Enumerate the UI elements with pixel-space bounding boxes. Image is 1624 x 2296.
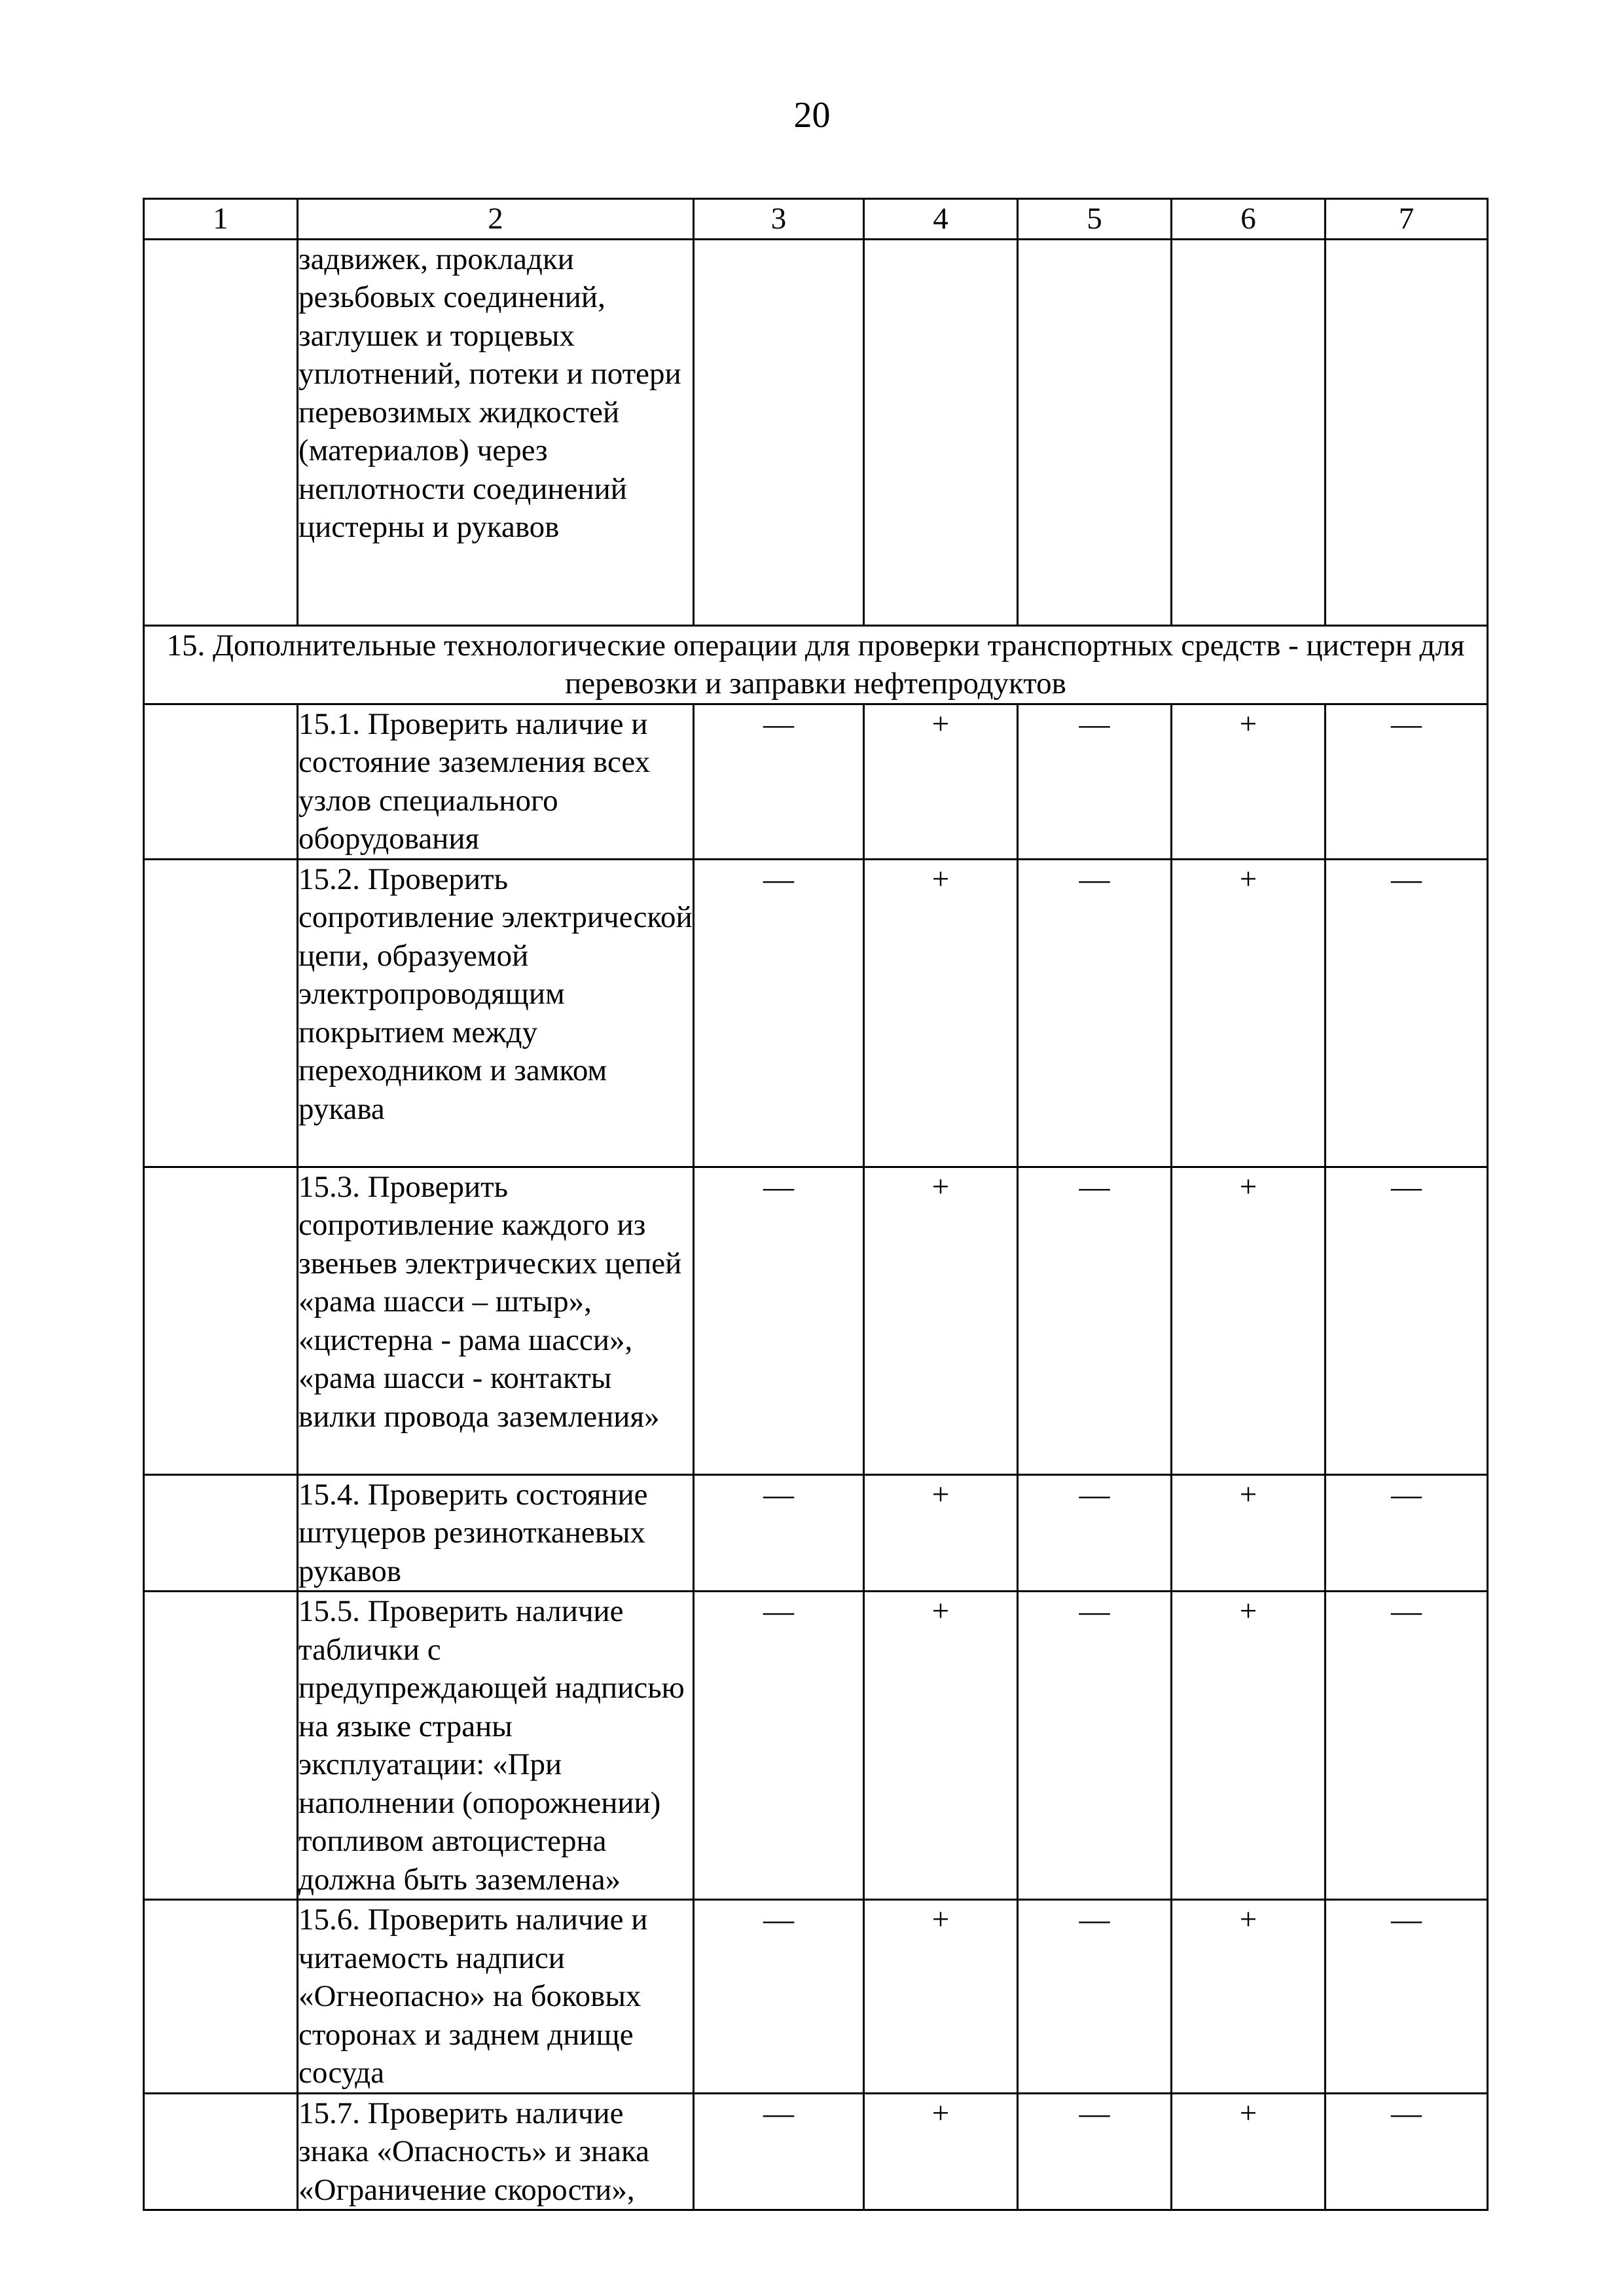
section-title: 15. Дополнительные технологические операции для проверки транспортных средств - цистерн для перевозки и заправки нефтепродуктов	[144, 625, 1488, 704]
mark-col-3: —	[694, 1900, 864, 2094]
mark-col-6: +	[1172, 1900, 1326, 2094]
mark-col-5: —	[1018, 859, 1172, 1167]
row-number-cell	[144, 1167, 298, 1474]
mark-col-4: +	[864, 859, 1018, 1167]
row-description: 15.7. Проверить наличие знака «Опасность» и знака «Ограничение скорости»,	[298, 2093, 694, 2210]
row-number-cell	[144, 2093, 298, 2210]
table-row	[144, 2093, 1488, 2210]
mark-col-5: —	[1018, 1474, 1172, 1592]
mark-col-6: +	[1172, 1474, 1326, 1592]
row-number-cell	[144, 1900, 298, 2094]
table-row	[144, 1474, 1488, 1592]
mark-col-7: —	[1326, 859, 1488, 1167]
column-number-4: 4	[864, 199, 1018, 240]
mark-col-3: —	[694, 859, 864, 1167]
mark-col-6: +	[1172, 1592, 1326, 1900]
mark-col-6: +	[1172, 859, 1326, 1167]
mark-col-3: —	[694, 1592, 864, 1900]
column-number-3: 3	[694, 199, 864, 240]
mark-col-3: —	[694, 704, 864, 859]
mark-col-4: +	[864, 704, 1018, 859]
continuation-text: задвижек, прокладки резьбовых соединений, заглушек и торцевых уплотнений, потеки и потери перевозимых жидкостей (материалов) через неплотности соединений цистерны и рукавов	[298, 239, 694, 625]
row-description: 15.3. Проверить сопротивление каждого из звеньев электрических цепей «рама шасси – штыр», «цистерна - рама шасси», «рама шасси - контакты вилки провода заземления»	[298, 1167, 694, 1474]
row-description: 15.1. Проверить наличие и состояние заземления всех узлов специального оборудования	[298, 704, 694, 859]
table-row	[144, 859, 1488, 1167]
table-row	[144, 1900, 1488, 2094]
continuation-row	[144, 239, 1488, 625]
mark-col-7: —	[1326, 1474, 1488, 1592]
empty-cell	[1172, 239, 1326, 625]
row-description: 15.5. Проверить наличие таблички с предупреждающей надписью на языке страны эксплуатации: «При наполнении (опорожнении) топливом автоцистерна должна быть заземлена»	[298, 1592, 694, 1900]
row-number-cell	[144, 1474, 298, 1592]
section-header-row	[144, 625, 1488, 704]
mark-col-4: +	[864, 1167, 1018, 1474]
table-row	[144, 1167, 1488, 1474]
row-description: 15.2. Проверить сопротивление электрической цепи, образуемой электропроводящим покрытием между переходником и замком рукава	[298, 859, 694, 1167]
column-number-5: 5	[1018, 199, 1172, 240]
inspection-table	[143, 198, 1489, 2211]
mark-col-5: —	[1018, 1900, 1172, 2094]
mark-col-7: —	[1326, 2093, 1488, 2210]
mark-col-7: —	[1326, 1900, 1488, 2094]
mark-col-3: —	[694, 1167, 864, 1474]
mark-col-4: +	[864, 1474, 1018, 1592]
empty-cell	[144, 239, 298, 625]
table-row	[144, 704, 1488, 859]
row-description: 15.6. Проверить наличие и читаемость надписи «Огнеопасно» на боковых сторонах и заднем днище сосуда	[298, 1900, 694, 2094]
column-number-6: 6	[1172, 199, 1326, 240]
mark-col-6: +	[1172, 704, 1326, 859]
row-number-cell	[144, 1592, 298, 1900]
mark-col-4: +	[864, 2093, 1018, 2210]
column-number-row	[144, 199, 1488, 240]
mark-col-4: +	[864, 1900, 1018, 2094]
mark-col-7: —	[1326, 1592, 1488, 1900]
table-row	[144, 1592, 1488, 1900]
column-number-7: 7	[1326, 199, 1488, 240]
mark-col-6: +	[1172, 2093, 1326, 2210]
row-number-cell	[144, 859, 298, 1167]
mark-col-3: —	[694, 2093, 864, 2210]
mark-col-7: —	[1326, 704, 1488, 859]
mark-col-3: —	[694, 1474, 864, 1592]
page-number: 20	[793, 95, 831, 136]
mark-col-5: —	[1018, 1167, 1172, 1474]
mark-col-7: —	[1326, 1167, 1488, 1474]
empty-cell	[864, 239, 1018, 625]
mark-col-5: —	[1018, 704, 1172, 859]
empty-cell	[694, 239, 864, 625]
mark-col-5: —	[1018, 2093, 1172, 2210]
empty-cell	[1326, 239, 1488, 625]
mark-col-6: +	[1172, 1167, 1326, 1474]
mark-col-5: —	[1018, 1592, 1172, 1900]
empty-cell	[1018, 239, 1172, 625]
row-number-cell	[144, 704, 298, 859]
row-description: 15.4. Проверить состояние штуцеров резинотканевых рукавов	[298, 1474, 694, 1592]
column-number-1: 1	[144, 199, 298, 240]
column-number-2: 2	[298, 199, 694, 240]
mark-col-4: +	[864, 1592, 1018, 1900]
